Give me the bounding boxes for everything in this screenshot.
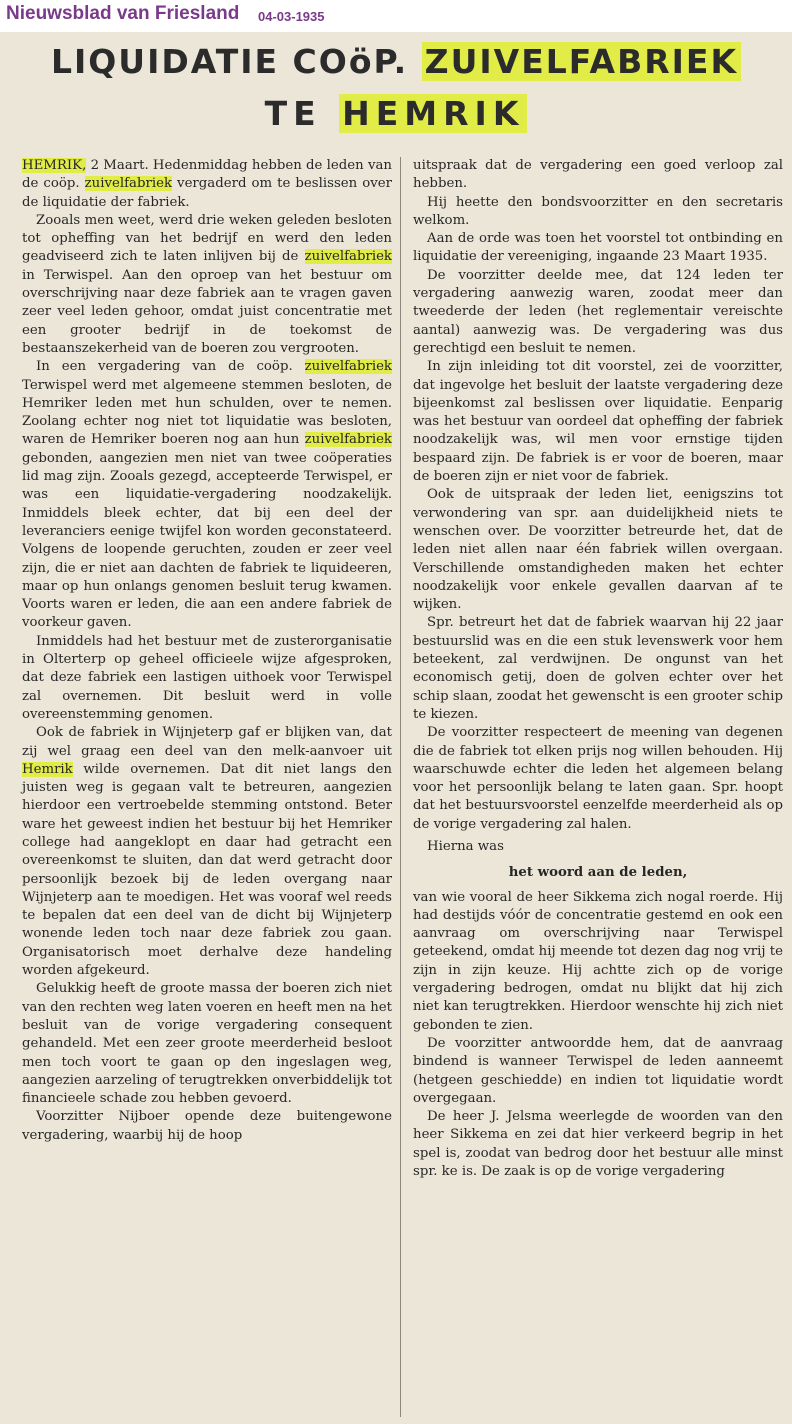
highlighted-term: zuivelfabriek [84,176,173,192]
column-divider [400,157,401,1417]
headline-text: TE [264,94,322,133]
text-span: vergaderd om te beslissen over de liquidatie der fabriek. [22,176,392,210]
text-span: 2 Maart. Hedenmiddag hebben de leden van de coöp. [22,158,392,192]
article-paragraph: De voorzitter antwoordde hem, dat de aanvraag bindend is wanneer Terwispel de leden aanneemt (hetgeen geschiedde) en indien tot liquidatie wordt overgegaan. [413,1035,783,1106]
text-span: gebonden, aangezien men niet van twee coöperaties lid mag zijn. Zooals gezegd, accepteerde Terwispel, er was een liquidatie-vergadering noodzakelijk. Inmiddels bleek echter, dat bij een deel der leveranciers eenige twijfel kon worden geconstateerd. Volgens de loopende geruchten, zouden er zeer veel zijn, die er niet aan dachten de fabriek te liquideeren, maar op hun onlangs genomen besluit terug kwamen. Voorts waren er leden, die aan een andere fabriek de voorkeur gaven. [22,450,392,631]
highlighted-term: zuivelfabriek [304,359,392,375]
article-paragraph: Inmiddels had het bestuur met de zusterorganisatie in Olterterp op geheel officieele wijze afgesproken, dat deze fabriek een lastigen uithoek voor Terwispel zal overnemen. Dit besluit werd in volle overeenstemming genomen. [22,633,392,722]
newspaper-name: Nieuwsblad van Friesland [6,3,240,24]
article-paragraph: Ook de uitspraak der leden liet, eenigszins tot verwondering van spr. aan duidelijkheid niets te wenschen over. De voorzitter betreurde het, dat de leden niet allen naar één fabriek willen overgaan. Verschillende omstandigheden maken het echter noodzakelijk voor enkele gevallen daarvan af te wijken. [413,487,783,613]
text-span: in Terwispel. Aan den oproep van het bestuur om overschrijving naar deze fabriek aan te vragen gaven zeer veel leden gehoor, omdat juist concentratie met een grooter bedrijf in de toekomst de bestaanszekerheid van de boeren zou vergrooten. [22,267,392,356]
article-paragraph: In zijn inleiding tot dit voorstel, zei de voorzitter, dat ingevolge het besluit der laatste vergadering deze bijeenkomst zal beslissen over liquidatie. Eenparig was het bestuur van oordeel dat opheffing der fabriek noodzakelijk was, wil men voor ernstige tijden bespaard zijn. De fabriek is er voor de boeren, maar de boeren zijn er niet voor de fabriek. [413,359,783,485]
headline-highlight: HEMRIK [339,94,527,133]
article-paragraph: Spr. betreurt het dat de fabriek waarvan hij 22 jaar bestuurslid was en die een stuk levenswerk voor hem beteekent, zal verdwijnen. De ongunst van het economisch getij, doen de golven echter over het schip slaan, zoodat het gewenscht is een grooter schip te kiezen. [413,615,783,722]
highlighted-term: Hemrik [22,761,73,777]
transition-line: Hierna was [427,838,504,854]
subheading: het woord aan de leden, [508,865,688,881]
text-span: Terwispel werd met algemeene stemmen besloten, de Hemriker leden met hun schulden, over te nemen. Zoolang echter nog niet tot liquidatie was besloten, waren de Hemriker boeren nog aan hun [22,377,392,448]
article-column-right [413,157,783,1181]
article-paragraph: van wie vooral de heer Sikkema zich nogal roerde. Hij had destijds vóór de concentratie gestemd en ook een aanvraag om overschrijving naar Terwispel geteekend, omdat hij meende tot dezen dag nog vrij te zijn in zijn keuze. Hij achtte zich op de vorige vergadering bedrogen, omdat nu blijkt dat hij zich niet kan terugtrekken. Hierdoor wenschte hij zich niet gebonden te zien. [413,889,783,1033]
text-span: Zooals men weet, werd drie weken geleden besloten tot opheffing van het bedrijf en werd den leden geadviseerd zich te laten inlijven bij de [22,212,392,265]
article-paragraph: Voorzitter Nijboer opende deze buitengewone vergadering, waarbij hij de hoop [22,1109,392,1143]
highlighted-term: HEMRIK, [22,158,87,173]
headline-line-2 [0,94,792,133]
newspaper-clipping [0,32,792,1424]
article-paragraph: De heer J. Jelsma weerlegde de woorden van den heer Sikkema en zei dat hier verkeerd begrip in het spel is, zoodat van bedrog door het bestuur alle minst spr. ke is. De zaak is op de vorige vergadering [413,1109,783,1180]
article-paragraph [22,724,392,980]
article-paragraph: Gelukkig heeft de groote massa der boeren zich niet van den rechten weg laten voeren en heeft men na het besluit van de vorige vergadering consequent gehandeld. Met een zeer groote meerderheid besloot men toch voort te gaan op den ingeslagen weg, aangezien aarzeling of terugtrekken onverbiddelijk tot financieele schade zou hebben gevoerd. [22,981,392,1107]
article-paragraph: Hij heette den bondsvoorzitter en den secretaris welkom. [413,194,783,228]
article-paragraph [22,358,392,632]
text-span: Ook de fabriek in Wijnjeterp gaf er blijken van, dat zij wel graag een deel van den melk-aanvoer uit [22,725,392,759]
newspaper-date: 04-03-1935 [258,9,325,24]
article-paragraph: uitspraak dat de vergadering een goed verloop zal hebben. [413,158,783,192]
highlighted-term: zuivelfabriek [304,249,392,265]
highlighted-term: zuivelfabriek [304,432,392,448]
article-column-left [22,157,392,1145]
header-bar [0,0,792,32]
article-paragraph [22,157,392,212]
headline-line-1 [0,42,792,81]
text-span: wilde overnemen. Dat dit niet langs den juisten weg is gegaan valt te betreuren, aangezien hierdoor een vertroebelde stemming ontstond. Beter ware het geweest indien het bestuur bij het Hemriker college had aangeklopt en daar had getracht een overeenkomst te sluiten, dan dat werd getracht door persoonlijk bezoek bij de leden overgang naar Wijnjeterp aan te moedigen. Het was vooraf wel reeds te bepalen dat een deel van de dicht bij Wijnjeterp wonende leden toch naar deze fabriek zou gaan. Organisatorisch moet derhalve deze handeling worden afgekeurd. [22,761,392,979]
article-paragraph [22,212,392,358]
headline-highlight: ZUIVELFABRIEK [422,42,741,81]
headline-text: LIQUIDATIE COöP. [50,42,409,81]
text-span: In een vergadering van de coöp. [36,359,305,375]
article-paragraph: De voorzitter deelde mee, dat 124 leden ter vergadering aanwezig waren, zoodat meer dan tweederde der leden (het reglementair vereischte aantal) aanwezig was. De vergadering was dus gerechtigd een besluit te nemen. [413,267,783,356]
article-paragraph: De voorzitter respecteert de meening van degenen die de fabriek tot elken prijs nog willen behouden. Hij waarschuwde echter die leden het algemeen belang voor het persoonlijk belang te laten gaan. Spr. hoopt dat het bestuursvoorstel eenzelfde meerderheid als op de vorige vergadering zal halen. [413,725,783,832]
article-paragraph: Aan de orde was toen het voorstel tot ontbinding en liquidatie der vereeniging, ingaande 23 Maart 1935. [413,231,783,265]
